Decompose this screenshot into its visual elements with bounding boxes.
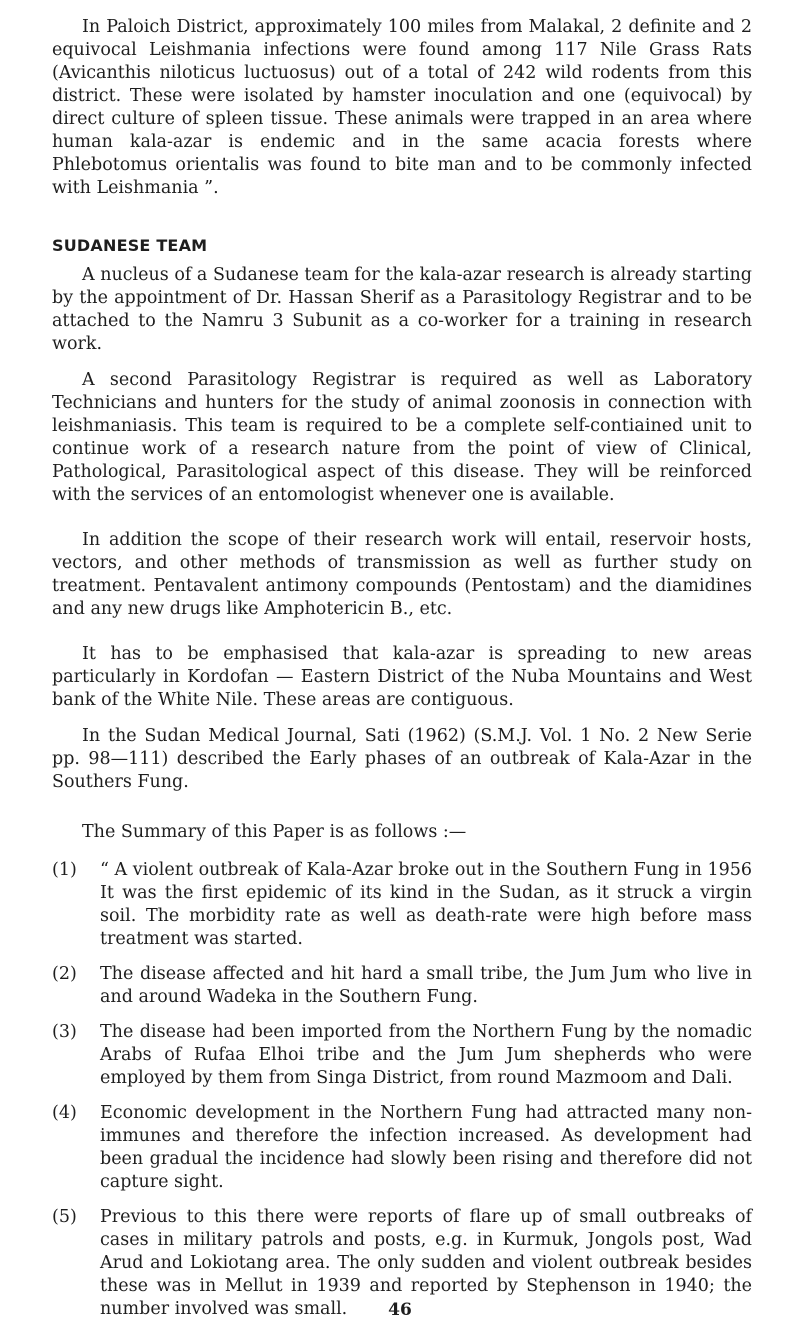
list-item: [52, 963, 752, 1009]
document-page: [52, 16, 752, 1333]
summary-intro: The Summary of this Paper is as follows :—: [82, 822, 467, 842]
list-item-number: (4): [52, 1103, 77, 1123]
intro-paragraph: In Paloich District, approximately 100 miles from Malakal, 2 definite and 2 equivocal Leishmania infections were found among 117 Nile Grass Rats (Avicanthis niloticus luctuosus) out of a total of 242 wild rodents from this district. These were isolated by hamster inoculation and one (equivocal) by direct culture of spleen tissue. These animals were trapped in an area where human kala-azar is endemic and in the same acacia forests where Phlebotomus orientalis was found to bite man and to be commonly infected with Leishmania ”.: [52, 17, 752, 198]
list-item-number: (5): [52, 1207, 77, 1227]
list-item-number: (3): [52, 1022, 77, 1042]
list-item-text: The disease affected and hit hard a small tribe, the Jum Jum who live in and around Wadeka in the Southern Fung.: [100, 964, 752, 1007]
scope-paragraph: In addition the scope of their research work will entail, reservoir hosts, vectors, and other methods of transmission as well as further study on treatment. Pentavalent antimony compounds (Pentostam) and the diamidines and any new drugs like Amphotericin B., etc.: [52, 530, 752, 619]
team-paragraph-2: A second Parasitology Registrar is required as well as Laboratory Technicians and hunters for the study of animal zoonosis in connection with leishmaniasis. This team is required to be a complete self-contiained unit to continue work of a research nature from the point of view of Clinical, Pathological, Parasitological aspect of this disease. They will be reinforced with the services of an entomologist whenever one is available.: [52, 370, 752, 505]
list-item: [52, 859, 752, 951]
list-item-text: Previous to this there were reports of flare up of small outbreaks of cases in military patrols and posts, e.g. in Kurmuk, Jongols post, Wad Arud and Lokiotang area. The only sudden and violent outbreak besides these was in Mellut in 1939 and reported by Stephenson in 1940; the number involved was small.: [100, 1207, 752, 1319]
page-number: 46: [388, 1300, 412, 1320]
list-item-number: (1): [52, 860, 77, 880]
summary-list: [52, 859, 752, 1321]
team-paragraph-1: A nucleus of a Sudanese team for the kala-azar research is already starting by the appointment of Dr. Hassan Sherif as a Parasitology Registrar and to be attached to the Namru 3 Subunit as a co-worker for a training in research work.: [52, 265, 752, 354]
list-item-text: The disease had been imported from the Northern Fung by the nomadic Arabs of Rufaa Elhoi tribe and the Jum Jum shepherds who were employed by them from Singa District, from round Mazmoom and Dali.: [100, 1022, 752, 1088]
list-item-text: “ A violent outbreak of Kala-Azar broke out in the Southern Fung in 1956 It was the first epidemic of its kind in the Sudan, as it struck a virgin soil. The morbidity rate as well as death-rate were high before mass treatment was started.: [100, 860, 752, 949]
list-item: [52, 1021, 752, 1090]
list-item-number: (2): [52, 964, 77, 984]
spreading-paragraph: It has to be emphasised that kala-azar is spreading to new areas particularly in Kordofan — Eastern District of the Nuba Mountains and West bank of the White Nile. These areas are contiguous.: [52, 644, 752, 710]
journal-paragraph: In the Sudan Medical Journal, Sati (1962) (S.M.J. Vol. 1 No. 2 New Serie pp. 98—111) described the Early phases of an outbreak of Kala-Azar in the Southers Fung.: [52, 726, 752, 792]
list-item: [52, 1102, 752, 1194]
list-item-text: Economic development in the Northern Fung had attracted many non-immunes and therefore the infection increased. As development had been gradual the incidence had slowly been rising and therefore did not capture sight.: [100, 1103, 752, 1192]
section-heading: SUDANESE TEAM: [52, 236, 208, 255]
